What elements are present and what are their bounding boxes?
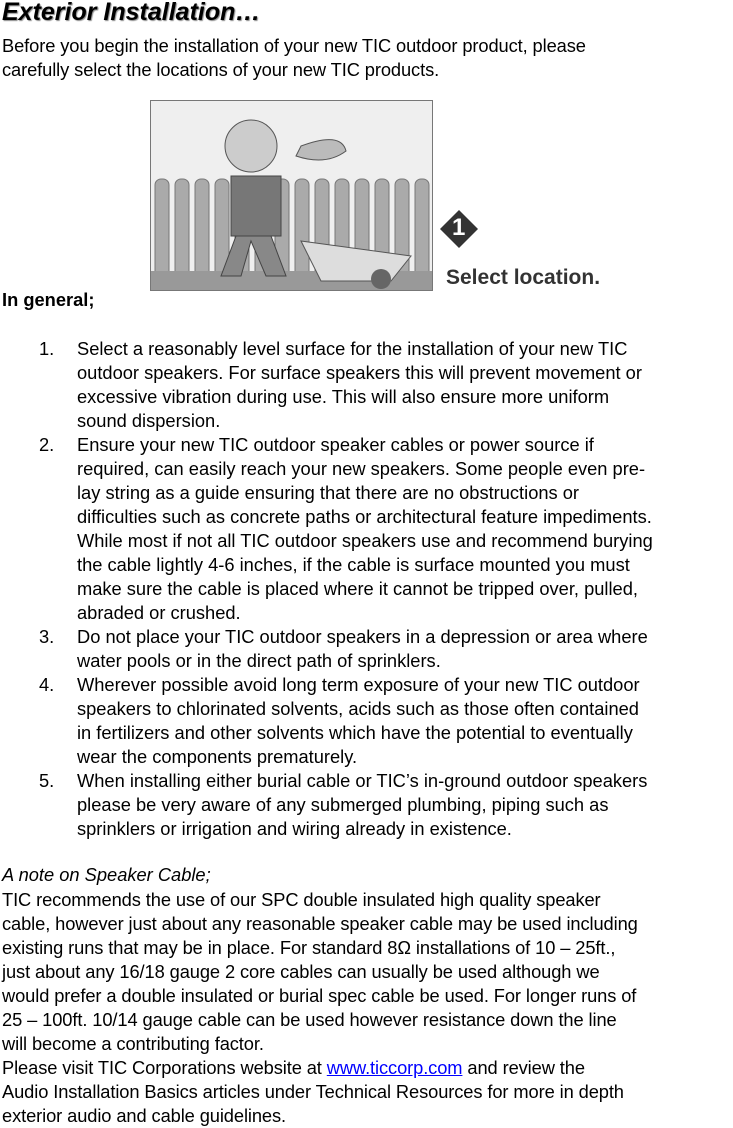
visit-text-after: and review the Audio Installation Basics articles under Technical Resources for more in depth exterior audio and cable guidelines. — [2, 1057, 624, 1126]
select-location-illustration — [150, 100, 622, 291]
item-number: 4. — [39, 674, 55, 695]
item-number: 1. — [39, 338, 55, 359]
gardener-illustration — [150, 100, 433, 291]
item-number: 5. — [39, 770, 55, 791]
item-text: When installing either burial cable or TIC’s in-ground outdoor speakers please be very aware of any submerged plumbing, piping such as sprinklers or irrigation and wiring already in existence. — [77, 770, 648, 839]
item-text: Do not place your TIC outdoor speakers in a depression or area where water pools or in the direct path of sprinklers. — [77, 626, 648, 671]
item-number: 3. — [39, 626, 55, 647]
visit-paragraph — [2, 1056, 624, 1128]
item-text: Wherever possible avoid long term exposure of your new TIC outdoor speakers to chlorinated solvents, acids such as those often contained in fertilizers and other solvents which have the potential to eventually wear the components prematurely. — [77, 674, 640, 767]
item-text: Ensure your new TIC outdoor speaker cables or power source if required, can easily reach your new speakers. Some people even pre- lay string as a guide ensuring that there are no obstructions or difficulties such as concrete paths or architectural feature impediments. While most if not all TIC outdoor speakers use and recommend burying the cable lightly 4-6 inches, if the cable is surface mounted you must make sure the cable is placed where it cannot be tripped over, pulled, abraded or crushed. — [77, 434, 653, 623]
page-title: Exterior Installation… — [2, 0, 261, 26]
list-item — [0, 625, 733, 673]
cable-paragraph: TIC recommends the use of our SPC double insulated high quality speaker cable, however just about any reasonable speaker cable may be used including existing runs that may be in place. For standard 8Ω installations of 10 – 25ft., just about any 16/18 gauge 2 core cables can usually be used although we would prefer a double insulated or burial spec cable be used. For longer runs of 25 – 100ft. 10/14 gauge cable can be used however resistance down the line will become a contributing factor. — [2, 889, 638, 1054]
step-number: 1 — [452, 214, 466, 241]
intro-paragraph: Before you begin the installation of your new TIC outdoor product, please carefully select the locations of your new TIC products. — [2, 35, 586, 80]
item-text: Select a reasonably level surface for the installation of your new TIC outdoor speakers. For surface speakers this will prevent movement or excessive vibration during use. This will also ensure more uniform sound dispersion. — [77, 338, 642, 431]
list-item — [0, 673, 733, 769]
item-number: 2. — [39, 434, 55, 455]
list-item — [0, 769, 733, 841]
visit-text-before: Please visit TIC Corporations website at — [2, 1057, 327, 1078]
ticcorp-link[interactable]: www.ticcorp.com — [326, 1057, 463, 1078]
list-item — [0, 433, 733, 625]
list-item — [0, 337, 733, 433]
guidelines-list — [0, 337, 733, 841]
cable-note-heading: A note on Speaker Cable; — [2, 864, 211, 885]
figure-caption: Select location. — [446, 266, 601, 289]
general-heading: In general; — [2, 289, 95, 310]
